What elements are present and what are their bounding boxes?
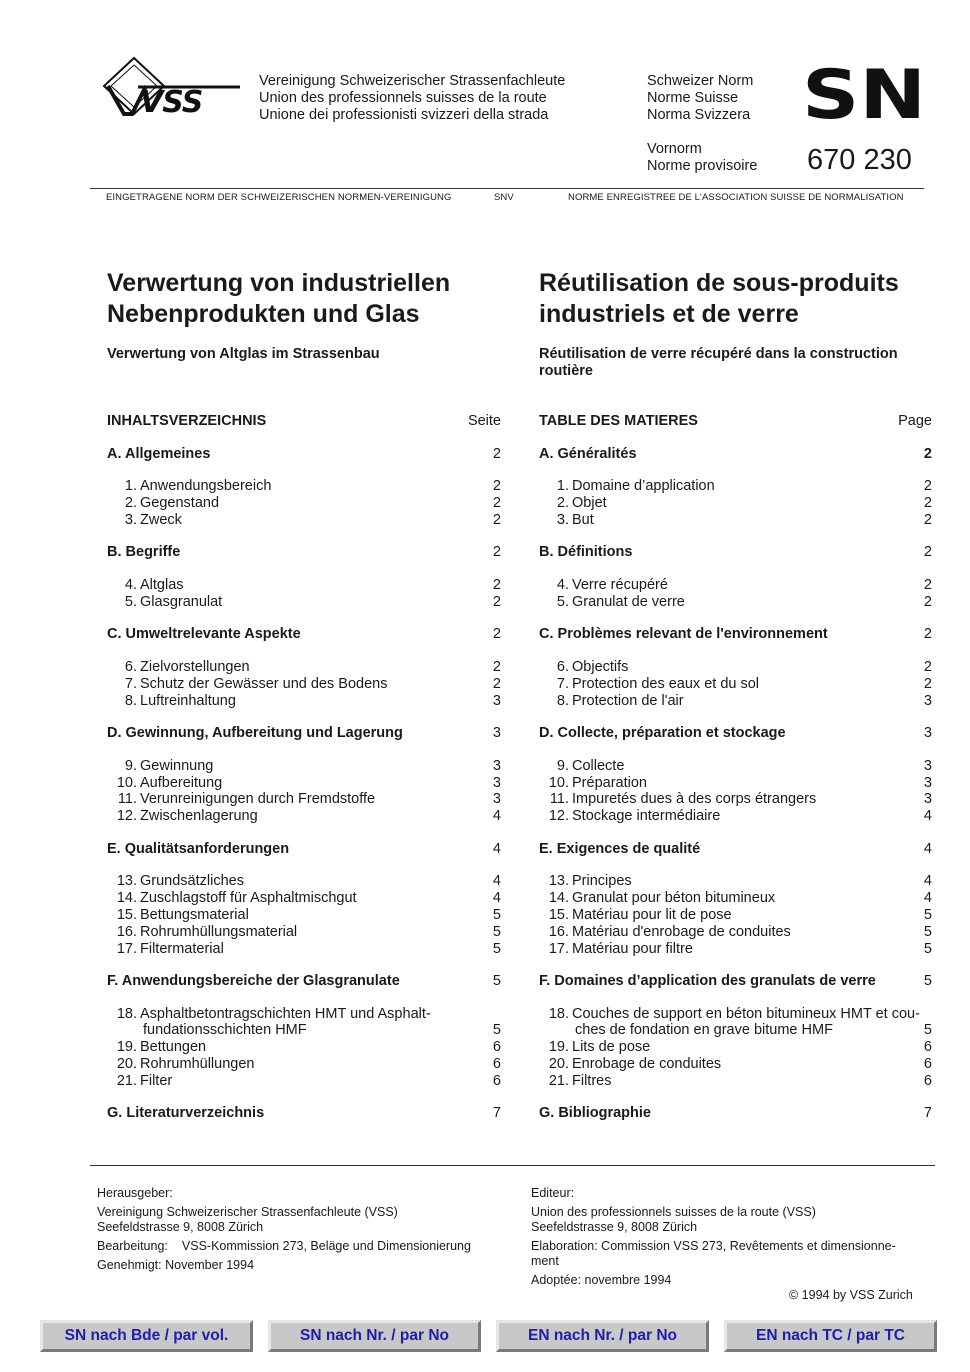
toc-item-row (107, 907, 501, 924)
toc-gap (107, 643, 501, 659)
toc-section-row (539, 446, 932, 463)
toc-section-row (107, 1105, 501, 1122)
toc-item-number: 12. (548, 808, 569, 825)
toc-gap (107, 529, 501, 545)
toc-item-text: Filtres (572, 1072, 612, 1089)
toc-section-title: F. Domaines d’application des granulats de verre (539, 973, 876, 990)
publisher-label-de: Herausgeber: (97, 1186, 173, 1200)
toc-section-page: 3 (923, 725, 932, 742)
toc-item-number: 2. (556, 494, 569, 511)
toc-item-number: 5. (124, 593, 137, 610)
vss-logo-text: VSS (140, 85, 203, 120)
toc-item-page: 3 (923, 692, 932, 709)
toc-item-page: 2 (492, 658, 501, 675)
toc-item-text: Lits de pose (572, 1039, 651, 1056)
toc-gap (539, 957, 932, 973)
toc-item-number: 8. (556, 692, 569, 709)
toc-item-page: 3 (492, 692, 501, 709)
toc-item-page: 2 (492, 675, 501, 692)
toc-gap (107, 990, 501, 1006)
toc-item-row (539, 873, 932, 890)
header-divider (90, 188, 924, 189)
org-name-fr: Union des professionnels suisses de la route (259, 90, 547, 106)
toc-section-row (539, 725, 932, 742)
subtitle-de: Verwertung von Altglas im Strassenbau (107, 346, 380, 362)
toc-item-number: 7. (556, 675, 569, 692)
toc-item-row (539, 758, 932, 775)
toc-item-text: Filter (140, 1072, 173, 1089)
toc-item-row (539, 791, 932, 808)
toc-item-continuation: ches de fondation en grave bitume HMF (575, 1022, 833, 1039)
toc-item-text: Couches de support en béton bitumineux HMT et cou- (572, 1005, 920, 1022)
toc-item-row (107, 791, 501, 808)
toc-item-text: Luftreinhaltung (140, 692, 236, 709)
norm-type-fr: Norme Suisse (647, 90, 739, 106)
toc-gap (107, 825, 501, 841)
editing-fr-line1: Elaboration: Commission VSS 273, Revêtements et dimensionne- (531, 1239, 896, 1253)
toc-item-row (107, 577, 501, 594)
toc-item-number: 5. (556, 593, 569, 610)
approved-de: Genehmigt: November 1994 (97, 1258, 255, 1272)
toc-gap (539, 990, 932, 1006)
toc-gap (107, 611, 501, 627)
toc-heading: TABLE DES MATIERES (539, 413, 698, 429)
copyright: © 1994 by VSS Zurich (789, 1288, 913, 1302)
toc-section-row (107, 725, 501, 742)
toc-item-number: 1. (124, 478, 137, 495)
toc-item-text: Impuretés dues à des corps étrangers (572, 791, 817, 808)
toc-section-row (107, 544, 501, 561)
publisher-address-fr: Seefeldstrasse 9, 8008 Zürich (531, 1220, 698, 1234)
toc-item-number: 13. (116, 873, 137, 890)
toc-item-row (539, 808, 932, 825)
toc-item-text: But (572, 511, 594, 528)
toc-item-text: Matériau pour lit de pose (572, 906, 732, 923)
toc-item-text: Matériau pour filtre (572, 940, 693, 957)
toc-item-row (539, 1056, 932, 1073)
toc-section-title: D. Gewinnung, Aufbereitung und Lagerung (107, 725, 403, 742)
toc-item-continuation-row (539, 1022, 932, 1039)
toc-item-page: 2 (923, 576, 932, 593)
footer-fr (531, 1186, 926, 1288)
norm-type-de: Schweizer Norm (647, 73, 754, 89)
toc-section-row (539, 973, 932, 990)
toc-item-row (539, 495, 932, 512)
toc-page-label: Page (898, 413, 932, 429)
toc-item-row (539, 594, 932, 611)
norm-status-de: Vornorm (647, 141, 702, 157)
toc-heading-row (107, 413, 501, 430)
title-fr: Réutilisation de sous-produits industriels et de verre (539, 269, 899, 328)
toc-item-number: 21. (548, 1072, 569, 1089)
toc-item-row (107, 659, 501, 676)
toc-item-row (107, 758, 501, 775)
toc-section-page: 2 (492, 445, 501, 462)
toc-item-number: 15. (548, 906, 569, 923)
toc-item-number: 20. (548, 1056, 569, 1073)
toc-section-page: 2 (923, 544, 932, 561)
toc-item-number: 9. (124, 757, 137, 774)
toc-section-page: 5 (492, 973, 501, 990)
toc-item-number: 9. (556, 757, 569, 774)
toc-item-page: 2 (492, 494, 501, 511)
toc-item-text: Aufbereitung (140, 774, 223, 791)
toc-section-page: 7 (923, 1105, 932, 1122)
toc-item-text: Zielvorstellungen (140, 658, 250, 675)
toc-item-number: 7. (124, 675, 137, 692)
toc-item-number: 1. (556, 478, 569, 495)
toc-item-page: 5 (492, 1022, 501, 1039)
toc-item-text: Zweck (140, 511, 182, 528)
toc-item-page: 5 (923, 906, 932, 923)
toc-item-row (107, 890, 501, 907)
toc-item-row (107, 495, 501, 512)
editing-de (97, 1239, 517, 1254)
toc-gap (539, 561, 932, 577)
toc-gap (107, 742, 501, 758)
toc-gap (539, 643, 932, 659)
norm-type-it: Norma Svizzera (647, 107, 751, 123)
publisher-address-de: Seefeldstrasse 9, 8008 Zürich (97, 1220, 264, 1234)
toc-item-page: 4 (923, 890, 932, 907)
toc-item-text: Collecte (572, 757, 625, 774)
toc-item-text: Glasgranulat (140, 593, 223, 610)
toc-item-text: Bettungsmaterial (140, 906, 249, 923)
toc-item-page: 6 (492, 1039, 501, 1056)
toc-item-number: 6. (556, 658, 569, 675)
toc-section-row (539, 841, 932, 858)
toc-item-row (539, 924, 932, 941)
toc-section-page: 2 (923, 626, 932, 643)
toc-item-page: 5 (923, 923, 932, 940)
toc-item-number: 17. (116, 940, 137, 957)
toc-item-number: 3. (556, 511, 569, 528)
toc-item-number: 8. (124, 692, 137, 709)
toc-item-row (107, 693, 501, 710)
toc-item-page: 4 (492, 873, 501, 890)
toc-item-page: 2 (492, 576, 501, 593)
toc-gap (107, 957, 501, 973)
toc-item-text: Schutz der Gewässer und des Bodens (140, 675, 388, 692)
toc-item-text: Préparation (572, 774, 647, 791)
toc-item-text: Zwischenlagerung (140, 808, 258, 825)
toc-item-row (539, 1006, 932, 1023)
toc-item-number: 21. (116, 1072, 137, 1089)
toc-item-text: Verunreinigungen durch Fremdstoffe (140, 791, 376, 808)
toc-section-title: E. Exigences de qualité (539, 840, 701, 857)
toc-item-text: Granulat pour béton bitumineux (572, 890, 776, 907)
toc-item-number: 3. (124, 511, 137, 528)
toc-item-continuation-row (107, 1022, 501, 1039)
toc-item-row (539, 512, 932, 529)
toc-section-page: 2 (492, 626, 501, 643)
toc-item-page: 4 (923, 808, 932, 825)
sn-logo-text: SN (802, 60, 926, 126)
toc-item-text: Grundsätzliches (140, 873, 244, 890)
toc-item-row (107, 808, 501, 825)
toc-item-text: Objet (572, 494, 607, 511)
toc-item-row (107, 1056, 501, 1073)
toc-item-page: 3 (492, 757, 501, 774)
toc-item-continuation: fundationsschichten HMF (143, 1022, 307, 1039)
toc-item-row (107, 775, 501, 792)
editing-label-de: Bearbeitung: (97, 1239, 168, 1253)
toc-item-page: 5 (923, 940, 932, 957)
toc-section-page: 7 (492, 1105, 501, 1122)
toc-section-row (539, 544, 932, 561)
toc-gap (539, 858, 932, 874)
editing-value-de: VSS-Kommission 273, Beläge und Dimensionierung (181, 1239, 471, 1253)
toc-item-row (107, 924, 501, 941)
toc-item-row (539, 676, 932, 693)
norm-number: 670 230 (807, 144, 912, 176)
toc-item-page: 5 (492, 923, 501, 940)
toc-gap (539, 709, 932, 725)
toc-gap (539, 742, 932, 758)
toc-gap (107, 430, 501, 446)
toc-gap (107, 858, 501, 874)
toc-item-text: Gegenstand (140, 494, 220, 511)
registered-de: EINGETRAGENE NORM DER SCHWEIZERISCHEN NORMEN-VEREINIGUNG (106, 192, 452, 203)
toc-item-number: 17. (548, 940, 569, 957)
toc-item-page: 3 (923, 757, 932, 774)
toc-item-row (539, 693, 932, 710)
toc-item-row (107, 478, 501, 495)
toc-section-row (539, 626, 932, 643)
toc-item-row (539, 775, 932, 792)
toc-fr (539, 413, 932, 1122)
toc-item-text: Stockage intermédiaire (572, 808, 721, 825)
toc-item-number: 4. (556, 576, 569, 593)
toc-item-row (107, 594, 501, 611)
toc-section-title: B. Définitions (539, 544, 633, 561)
toc-item-page: 4 (923, 873, 932, 890)
toc-section-title: B. Begriffe (107, 544, 181, 561)
toc-section-row (107, 446, 501, 463)
toc-item-text: Principes (572, 873, 632, 890)
toc-item-page: 2 (923, 511, 932, 528)
toc-item-text: Filtermaterial (140, 940, 224, 957)
toc-item-page: 2 (923, 593, 932, 610)
toc-gap (539, 825, 932, 841)
toc-section-title: F. Anwendungsbereiche der Glasgranulate (107, 973, 400, 990)
toc-section-title: G. Bibliographie (539, 1105, 651, 1122)
subtitle-fr: Réutilisation de verre récupéré dans la construction routière (539, 346, 898, 379)
toc-item-page: 6 (492, 1056, 501, 1073)
toc-item-text: Altglas (140, 576, 184, 593)
toc-section-page: 2 (492, 544, 501, 561)
toc-item-text: Granulat de verre (572, 593, 685, 610)
toc-item-row (107, 941, 501, 958)
toc-item-text: Gewinnung (140, 757, 214, 774)
toc-item-number: 4. (124, 576, 137, 593)
toc-item-row (539, 1039, 932, 1056)
editing-fr-line2: ment (531, 1254, 559, 1268)
toc-item-page: 3 (492, 774, 501, 791)
publisher-label-fr: Editeur: (531, 1186, 575, 1200)
nav-button-sn-by-number[interactable]: SN nach Nr. / par No (268, 1320, 481, 1352)
nav-button-en-by-number[interactable]: EN nach Nr. / par No (496, 1320, 709, 1352)
toc-item-text: Anwendungsbereich (140, 478, 272, 495)
toc-section-page: 2 (923, 445, 932, 462)
vss-logo (102, 56, 242, 120)
toc-item-row (107, 1039, 501, 1056)
toc-item-text: Zuschlagstoff für Asphaltmischgut (140, 890, 357, 907)
toc-gap (107, 561, 501, 577)
toc-item-number: 19. (548, 1039, 569, 1056)
toc-item-page: 2 (923, 675, 932, 692)
norm-status (647, 141, 757, 175)
toc-item-number: 12. (116, 808, 137, 825)
toc-item-number: 15. (116, 906, 137, 923)
toc-item-text: Enrobage de conduites (572, 1056, 722, 1073)
toc-section-title: G. Literaturverzeichnis (107, 1105, 265, 1122)
publisher-name-fr: Union des professionnels suisses de la route (VSS) (531, 1205, 816, 1219)
toc-item-number: 20. (116, 1056, 137, 1073)
toc-item-number: 2. (124, 494, 137, 511)
toc-gap (539, 529, 932, 545)
toc-section-page: 3 (492, 725, 501, 742)
toc-item-page: 4 (492, 890, 501, 907)
toc-section-page: 4 (923, 840, 932, 857)
toc-item-page: 5 (923, 1022, 932, 1039)
toc-item-number: 10. (116, 774, 137, 791)
toc-item-page: 6 (923, 1056, 932, 1073)
toc-gap (539, 430, 932, 446)
nav-button-en-by-tc[interactable]: EN nach TC / par TC (724, 1320, 937, 1352)
toc-item-page: 3 (923, 791, 932, 808)
toc-page-label: Seite (467, 413, 501, 429)
publisher-name-de: Vereinigung Schweizerischer Strassenfachleute (VSS) (97, 1205, 398, 1219)
toc-section-row (107, 973, 501, 990)
toc-item-page: 6 (923, 1039, 932, 1056)
toc-item-number: 19. (116, 1039, 137, 1056)
toc-item-row (539, 478, 932, 495)
norm-status-fr: Norme provisoire (647, 158, 758, 174)
toc-heading: INHALTSVERZEICHNIS (107, 413, 267, 429)
toc-gap (107, 462, 501, 478)
toc-item-number: 6. (124, 658, 137, 675)
toc-item-number: 11. (549, 791, 569, 808)
toc-section-title: A. Allgemeines (107, 445, 211, 462)
toc-item-number: 13. (548, 873, 569, 890)
footer-de (97, 1186, 517, 1273)
norm-type (647, 73, 753, 124)
toc-gap (539, 462, 932, 478)
toc-gap (107, 709, 501, 725)
toc-item-page: 6 (492, 1072, 501, 1089)
toc-section-row (539, 1105, 932, 1122)
toc-item-row (539, 941, 932, 958)
toc-item-row (539, 890, 932, 907)
toc-section-title: C. Umweltrelevante Aspekte (107, 626, 301, 643)
toc-item-page: 2 (492, 593, 501, 610)
nav-button-sn-by-volume[interactable]: SN nach Bde / par vol. (40, 1320, 253, 1352)
toc-section-title: E. Qualitätsanforderungen (107, 840, 290, 857)
toc-item-row (539, 907, 932, 924)
toc-section-title: C. Problèmes relevant de l'environnement (539, 626, 828, 643)
toc-item-page: 6 (923, 1072, 932, 1089)
toc-item-text: Protection des eaux et du sol (572, 675, 760, 692)
toc-item-number: 18. (116, 1005, 137, 1022)
snv-label: SNV (494, 192, 514, 203)
toc-item-row (107, 873, 501, 890)
toc-item-page: 2 (923, 494, 932, 511)
footer-divider (90, 1165, 935, 1166)
toc-section-page: 5 (923, 973, 932, 990)
toc-de (107, 413, 501, 1122)
toc-item-page: 2 (492, 478, 501, 495)
toc-item-number: 11. (117, 791, 137, 808)
toc-item-page: 2 (492, 511, 501, 528)
registered-fr: NORME ENREGISTREE DE L'ASSOCIATION SUISSE DE NORMALISATION (568, 192, 904, 203)
toc-item-text: Rohrumhüllungsmaterial (140, 923, 298, 940)
toc-item-page: 3 (492, 791, 501, 808)
toc-item-row (539, 577, 932, 594)
toc-item-row (107, 1006, 501, 1023)
toc-item-text: Protection de l'air (572, 692, 684, 709)
org-name-it: Unione dei professionisti svizzeri della strada (259, 107, 549, 123)
toc-item-page: 4 (492, 808, 501, 825)
toc-item-number: 18. (548, 1005, 569, 1022)
toc-item-text: Rohrumhüllungen (140, 1056, 255, 1073)
toc-section-row (107, 841, 501, 858)
toc-item-number: 14. (548, 890, 569, 907)
toc-section-page: 4 (492, 840, 501, 857)
org-names (259, 73, 565, 124)
org-name-de: Vereinigung Schweizerischer Strassenfachleute (259, 73, 566, 89)
toc-item-text: Objectifs (572, 658, 629, 675)
toc-item-page: 5 (492, 940, 501, 957)
toc-gap (107, 1090, 501, 1106)
toc-item-row (539, 659, 932, 676)
toc-item-number: 14. (116, 890, 137, 907)
toc-item-page: 2 (923, 478, 932, 495)
toc-item-number: 10. (548, 774, 569, 791)
toc-item-text: Verre récupéré (572, 576, 668, 593)
toc-item-page: 5 (492, 906, 501, 923)
toc-item-row (107, 1073, 501, 1090)
toc-item-number: 16. (548, 923, 569, 940)
toc-item-text: Asphaltbetontragschichten HMT und Asphalt- (140, 1005, 431, 1022)
toc-section-title: A. Généralités (539, 445, 637, 462)
toc-item-text: Matériau d'enrobage de conduites (572, 923, 791, 940)
toc-item-text: Bettungen (140, 1039, 207, 1056)
toc-section-title: D. Collecte, préparation et stockage (539, 725, 786, 742)
toc-item-page: 3 (923, 774, 932, 791)
toc-item-text: Domaine d’application (572, 478, 715, 495)
toc-item-row (107, 512, 501, 529)
toc-item-number: 16. (116, 923, 137, 940)
sn-logo (802, 60, 928, 126)
toc-item-row (107, 676, 501, 693)
toc-gap (539, 1090, 932, 1106)
toc-item-page: 2 (923, 658, 932, 675)
toc-item-row (539, 1073, 932, 1090)
adopted-fr: Adoptée: novembre 1994 (531, 1273, 672, 1287)
toc-section-row (107, 626, 501, 643)
toc-heading-row (539, 413, 932, 430)
toc-gap (539, 611, 932, 627)
title-de: Verwertung von industriellen Nebenprodukten und Glas (107, 269, 451, 328)
